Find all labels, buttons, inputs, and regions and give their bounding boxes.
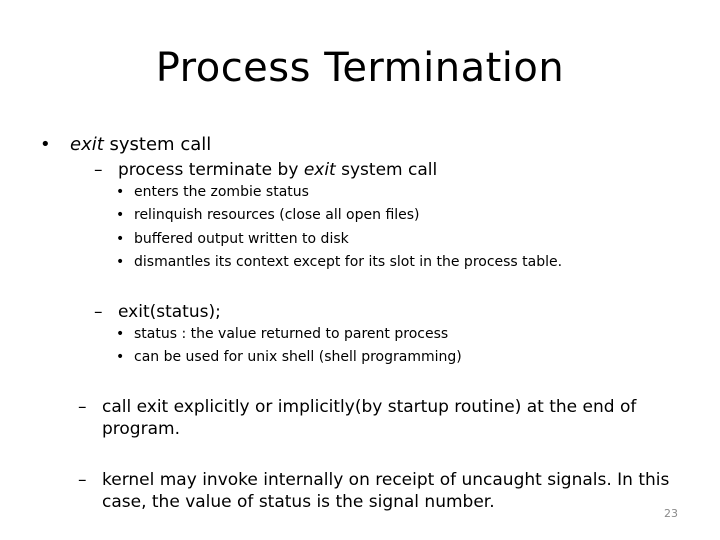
bullet-glyph: • [116, 326, 125, 342]
sub-point-call-exit-line2: program. [102, 419, 180, 439]
sub-point-text: process terminate by [118, 160, 304, 180]
bullet-glyph: • [116, 231, 125, 247]
sub-point-terminate [118, 159, 437, 181]
list-item: dismantles its context except for its slot in the process table. [134, 254, 563, 270]
dash-glyph: – [78, 470, 87, 490]
list-item: buffered output written to disk [134, 231, 349, 247]
bullet-glyph: • [40, 134, 51, 155]
page-number: 23 [664, 507, 678, 520]
slide-title: Process Termination [155, 45, 565, 91]
point-italic: exit [70, 134, 104, 155]
bullet-glyph: • [116, 184, 125, 200]
dash-glyph: – [94, 160, 103, 180]
dash-glyph: – [78, 397, 87, 417]
sub-point-italic: exit [303, 160, 336, 180]
sub-point-kernel-line2: case, the value of status is the signal number. [102, 492, 495, 512]
list-item: status : the value returned to parent process [134, 326, 449, 342]
list-item: enters the zombie status [134, 184, 309, 200]
dash-glyph: – [94, 302, 103, 322]
point-exit-system-call [70, 134, 211, 156]
list-item: relinquish resources (close all open files) [134, 207, 420, 223]
bullet-glyph: • [116, 349, 125, 365]
list-item: can be used for unix shell (shell programming) [134, 349, 462, 365]
bullet-glyph: • [116, 254, 125, 270]
bullet-glyph: • [116, 207, 125, 223]
sub-point-exit-status: exit(status); [118, 302, 221, 322]
point-text: system call [103, 134, 212, 155]
sub-point-kernel-line1: kernel may invoke internally on receipt of uncaught signals. In this [102, 470, 670, 490]
sub-point-call-exit-line1: call exit explicitly or implicitly(by startup routine) at the end of [102, 397, 637, 417]
sub-point-text: system call [335, 160, 438, 180]
